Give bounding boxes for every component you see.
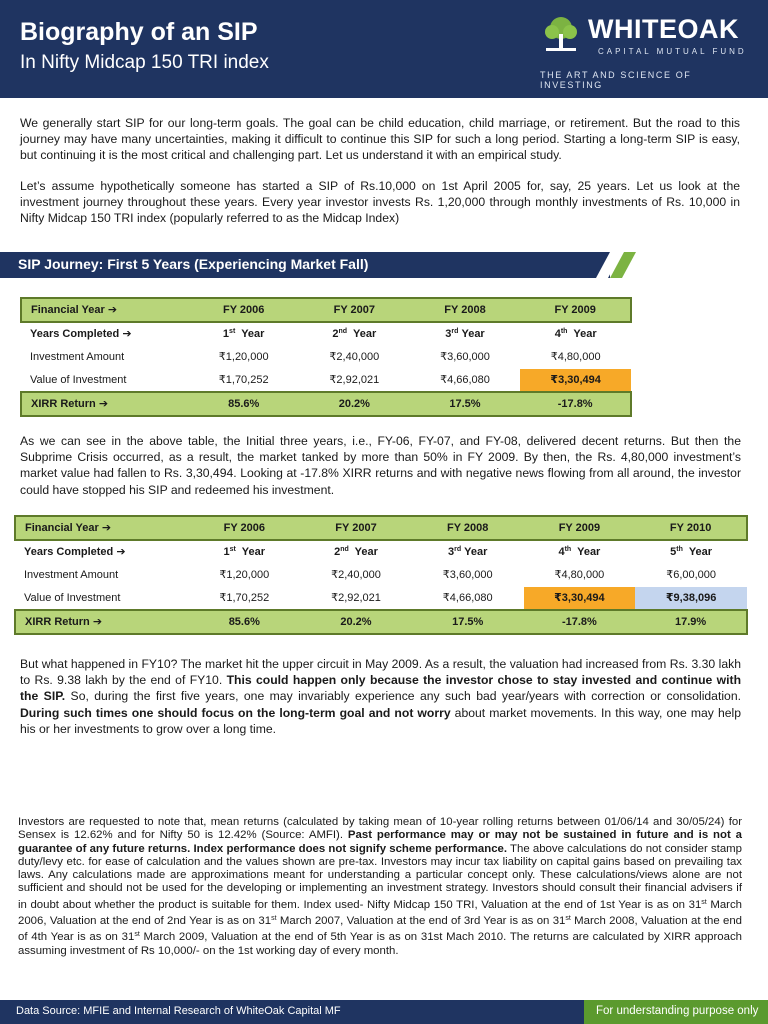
- table-cell: 85.6%: [188, 610, 300, 634]
- table-row: [21, 322, 631, 346]
- table-row: [15, 587, 747, 611]
- row-label: Years Completed ➔: [24, 546, 126, 559]
- subprime-paragraph: As we can see in the above table, the Initial three years, i.e., FY-06, FY-07, and FY-08, delivered decent returns. But then the Subprime Crisis occurred, as a result, the market tanked by more than 50% in FY 2009. By then, the Rs. 4,80,000 investment’s market value had fallen to Rs. 3,30,494. Looking at -17.8% XIRR returns and with negative news flowing from all around, the investor could have stopped his SIP and redeemed his investment.: [20, 434, 741, 497]
- table-cell: ₹1,20,000: [219, 569, 270, 582]
- row-label: Investment Amount: [30, 350, 125, 363]
- table-cell: ₹3,60,000: [440, 351, 490, 364]
- page-title: Biography of an SIP: [20, 18, 258, 46]
- table-cell: FY 2008: [412, 516, 524, 540]
- row-label: Value of Investment: [30, 373, 127, 386]
- table-cell: 85.6%: [188, 392, 299, 416]
- table-cell: 17.9%: [635, 610, 747, 634]
- table-cell: 2nd Year: [334, 545, 378, 558]
- table-cell: FY 2006: [188, 516, 300, 540]
- table-cell: 4th Year: [554, 327, 597, 340]
- table-cell: FY 2010: [635, 516, 747, 540]
- highlight-cell: ₹3,30,494: [520, 369, 631, 393]
- table-cell: ₹4,66,080: [442, 592, 493, 605]
- table-cell: FY 2009: [520, 298, 631, 322]
- table-cell: 20.2%: [300, 610, 412, 634]
- brand-subtitle: CAPITAL MUTUAL FUND: [598, 47, 747, 56]
- row-label: Investment Amount: [24, 568, 119, 581]
- table-cell: ₹6,00,000: [666, 569, 717, 582]
- table-cell: 20.2%: [299, 392, 410, 416]
- disclaimer: Investors are requested to note that, mean returns (calculated by taking mean of 10-year rolling returns between 01/06/14 and 30/05/24) for Sensex is 12.62% and for Nifty 50 is 12.42% (Source: AMFI). Past performance may or may not be sustained in future and is not a guarantee of any future returns. Index performance does not signify scheme performance. The above calculations do not consider stamp duty/levy etc. for ease of calculation and the values shown are pre-tax. Investors may incur tax liability on capital gains based on prevailing tax laws. Any calculations made are approximations meant for understanding a particular concept only. These calculations/views alone are not sufficient and should not be used for the developing or implementing an investment strategy. Investors should consult their financial advisers if in doubt about whether the product is suitable for them. Index used- Nifty Midcap 150 TRI, Valuation at the end of 1st Year is as on 31st March 2006, Valuation at the end of 2nd Year is as on 31st March 2007, Valuation at the end of 3rd Year is as on 31st March 2008, Valuation at the end of 4th Year is as on 31st March 2009, Valuation at the end of 5th Year is as on 31st Mach 2010. The returns are calculated by XIRR approach assuming investment of Rs 10,000/- on the 1st working day of every month.: [18, 816, 742, 957]
- table-cell: ₹2,40,000: [331, 569, 381, 582]
- table-row: [15, 563, 747, 587]
- highlight-cell: ₹3,30,494: [524, 587, 636, 611]
- table-cell: 2nd Year: [332, 327, 377, 340]
- section-banner: [0, 252, 768, 278]
- table-cell: 1st Year: [223, 545, 266, 558]
- intro-paragraph-1: We generally start SIP for our long-term goals. The goal can be child education, child marriage, or retirement. But the road to this journey may have many uncertainties, making it difficult to continue this SIP for such a long period. Starting a long-term SIP is easy, but continuing it is the most critical and challenging part. Let us understand it with an empirical study.: [20, 116, 740, 163]
- section-title: SIP Journey: First 5 Years (Experiencing Market Fall): [0, 252, 610, 278]
- row-label: XIRR Return ➔: [15, 610, 188, 634]
- table-row: [21, 345, 631, 369]
- table-cell: 17.5%: [410, 392, 521, 416]
- table-cell: ₹4,66,080: [440, 374, 490, 387]
- row-label: Years Completed ➔: [30, 328, 132, 341]
- banner-stripe-icon: [596, 252, 638, 278]
- table-cell: ₹1,70,252: [218, 374, 269, 387]
- page-header: [0, 0, 768, 98]
- footer-note: For understanding purpose only: [584, 1000, 768, 1024]
- page-footer: [0, 1000, 768, 1024]
- table-cell: 5th Year: [670, 545, 713, 558]
- table-row: [21, 392, 631, 416]
- brand-tagline: THE ART AND SCIENCE OF INVESTING: [540, 70, 692, 90]
- table-cell: 17.5%: [412, 610, 524, 634]
- table-cell: -17.8%: [520, 392, 631, 416]
- data-source: Data Source: MFIE and Internal Research of WhiteOak Capital MF: [16, 1005, 341, 1017]
- table-cell: -17.8%: [524, 610, 636, 634]
- table-cell: 4th Year: [558, 545, 601, 558]
- table-cell: 1st Year: [222, 327, 265, 340]
- table-cell: 3rd Year: [447, 545, 488, 558]
- page-subtitle: In Nifty Midcap 150 TRI index: [20, 52, 269, 73]
- sip-table-4-years: [20, 297, 632, 417]
- table-cell: FY 2008: [410, 298, 521, 322]
- table-cell: ₹2,92,021: [331, 592, 381, 605]
- table-cell: ₹1,70,252: [219, 592, 270, 605]
- sip-table-5-years: [14, 515, 748, 635]
- table-cell: ₹2,92,021: [329, 374, 380, 387]
- brand-name: WHITEOAK: [588, 14, 739, 44]
- table-cell: ₹4,80,000: [554, 569, 605, 582]
- row-label: Financial Year ➔: [15, 516, 188, 540]
- table-row: [15, 516, 747, 540]
- intro-paragraph-2: Let’s assume hypothetically someone has started a SIP of Rs.10,000 on 1st April 2005 for, say, 25 years. Let us look at the investment journey throughout these years. Every year investor invests Rs. 1,20,000 through monthly investments of Rs. 10,000 in Nifty Midcap 150 TRI index (popularly referred to as the Midcap Index): [20, 179, 740, 226]
- table-row: [21, 298, 631, 322]
- table-cell: ₹1,20,000: [218, 351, 269, 364]
- table-cell: FY 2009: [524, 516, 636, 540]
- fy10-paragraph: But what happened in FY10? The market hit the upper circuit in May 2009. As a result, the valuation had increased from Rs. 3.30 lakh to Rs. 9.38 lakh by the end of FY10. This could happen only because the investor chose to stay invested and continue with the SIP. So, during the first five years, one may invariably experience any such bad year/years with correction or consolidation. During such times one should focus on the long-term goal and not worry about market movements. In this way, one may help his or her investments to grow over a long time.: [20, 657, 742, 736]
- highlight-cell: ₹9,38,096: [635, 587, 747, 611]
- table-row: [15, 540, 747, 564]
- table-cell: 3rd Year: [445, 327, 485, 340]
- table-cell: FY 2007: [299, 298, 410, 322]
- table-cell: ₹2,40,000: [329, 351, 380, 364]
- table-cell: FY 2007: [300, 516, 412, 540]
- table-cell: FY 2006: [188, 298, 299, 322]
- table-cell: ₹3,60,000: [442, 569, 493, 582]
- whiteoak-logo: [540, 14, 755, 90]
- oak-tree-icon: [540, 14, 582, 56]
- table-row: [15, 610, 747, 634]
- row-label: Financial Year ➔: [21, 298, 188, 322]
- table-cell: ₹4,80,000: [550, 351, 601, 364]
- row-label: Value of Investment: [24, 591, 121, 604]
- row-label: XIRR Return ➔: [21, 392, 188, 416]
- table-row: [21, 369, 631, 393]
